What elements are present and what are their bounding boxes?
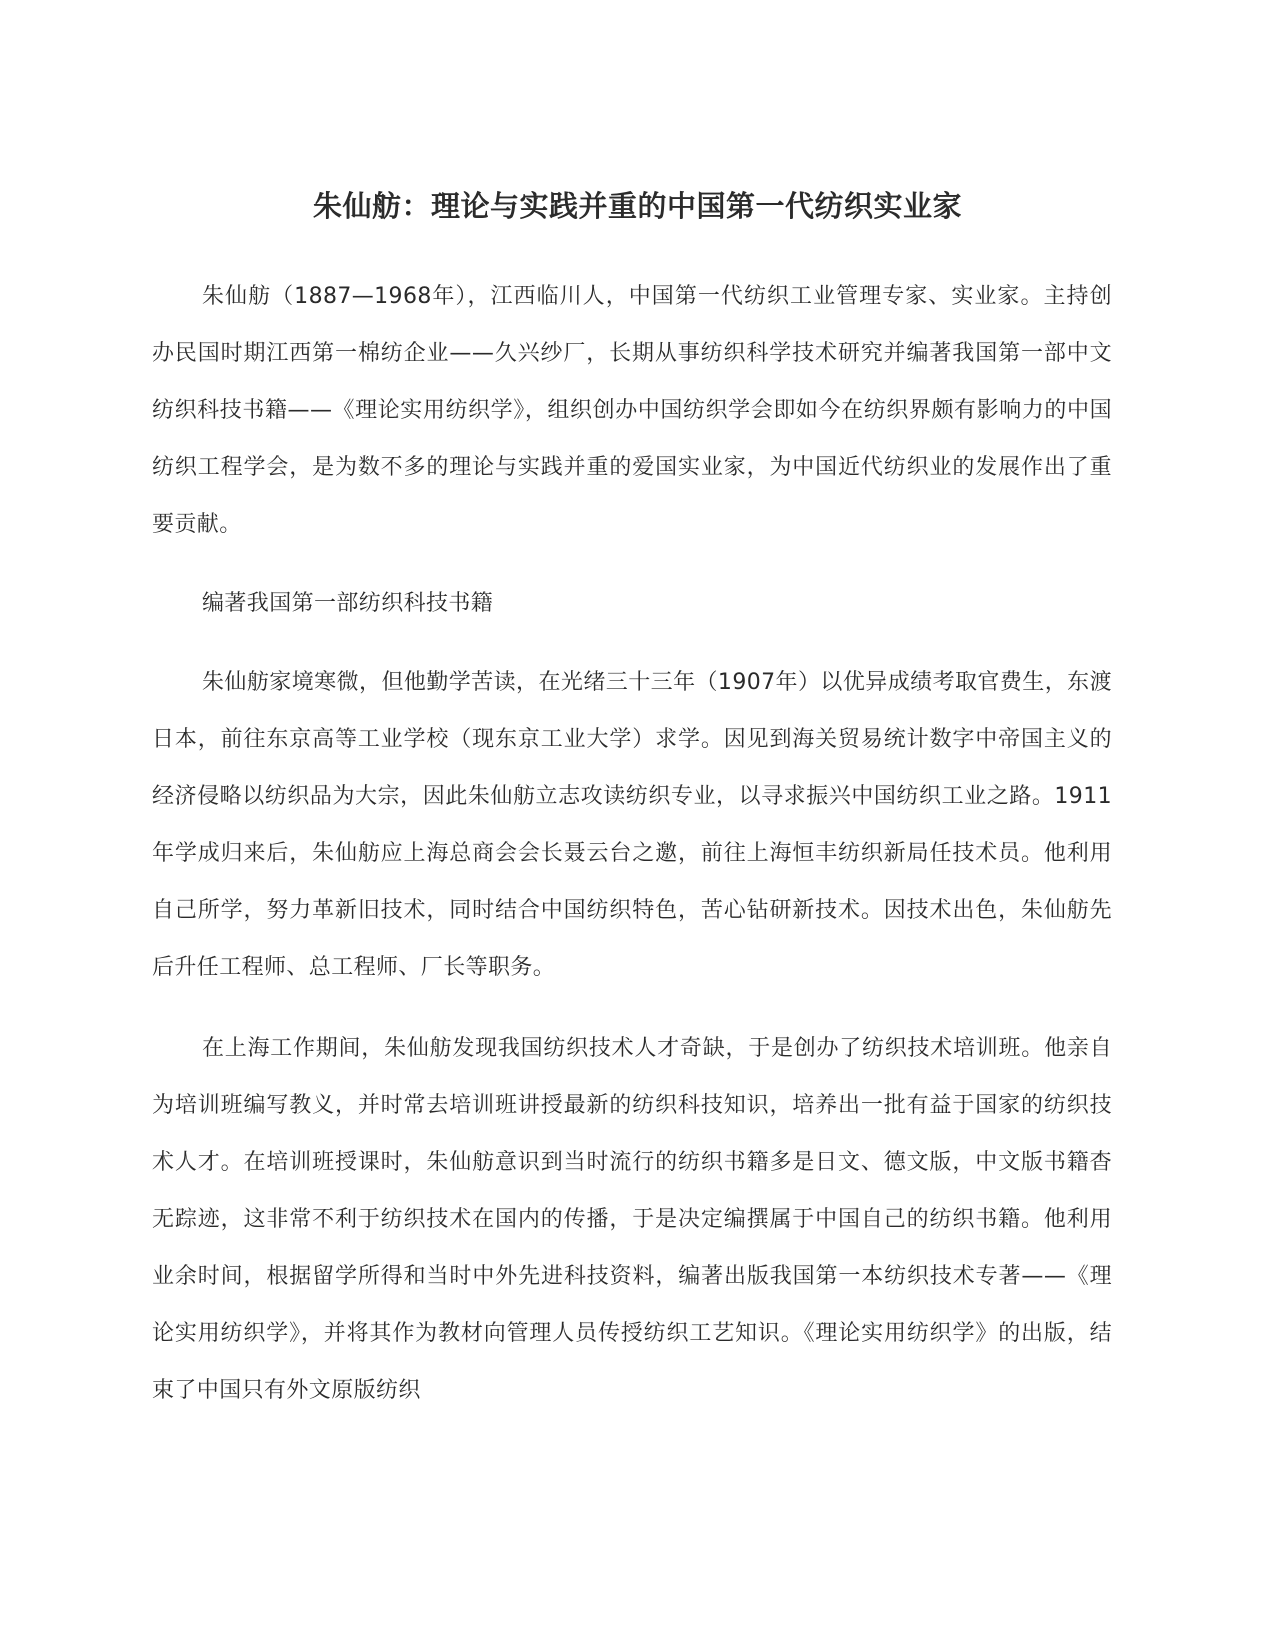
section-heading: 编著我国第一部纺织科技书籍 bbox=[202, 591, 494, 616]
intro-paragraph: 朱仙舫（1887—1968年），江西临川人，中国第一代纺织工业管理专家、实业家。主持创办民国时期江西第一棉纺企业——久兴纱厂，长期从事纺织科学技术研究并编著我国第一部中文纺织科技书籍——《理论实用纺织学》，组织创办中国纺织学会即如今在纺织界颇有影响力的中国纺织工程学会，是为数不多的理论与实践并重的爱国实业家，为中国近代纺织业的发展作出了重要贡献。 bbox=[152, 284, 1112, 537]
document-body bbox=[152, 268, 1112, 1443]
body-paragraph-study-abroad: 朱仙舫家境寒微，但他勤学苦读，在光绪三十三年（1907年）以优异成绩考取官费生，东渡日本，前往东京高等工业学校（现东京工业大学）求学。因见到海关贸易统计数字中帝国主义的经济侵略以纺织品为大宗，因此朱仙舫立志攻读纺织专业，以寻求振兴中国纺织工业之路。1911年学成归来后，朱仙舫应上海总商会会长聂云台之邀，前往上海恒丰纺织新局任技术员。他利用自己所学，努力革新旧技术，同时结合中国纺织特色，苦心钻研新技术。因技术出色，朱仙舫先后升任工程师、总工程师、厂长等职务。 bbox=[152, 670, 1112, 980]
body-paragraph-training-class: 在上海工作期间，朱仙舫发现我国纺织技术人才奇缺，于是创办了纺织技术培训班。他亲自为培训班编写教义，并时常去培训班讲授最新的纺织科技知识，培养出一批有益于国家的纺织技术人才。在培训班授课时，朱仙舫意识到当时流行的纺织书籍多是日文、德文版，中文版书籍杳无踪迹，这非常不利于纺织技术在国内的传播，于是决定编撰属于中国自己的纺织书籍。他利用业余时间，根据留学所得和当时中外先进科技资料，编著出版我国第一本纺织技术专著——《理论实用纺织学》，并将其作为教材向管理人员传授纺织工艺知识。《理论实用纺织学》的出版，结束了中国只有外文原版纺织 bbox=[152, 1036, 1112, 1403]
document-title: 朱仙舫：理论与实践并重的中国第一代纺织实业家 bbox=[312, 189, 962, 223]
